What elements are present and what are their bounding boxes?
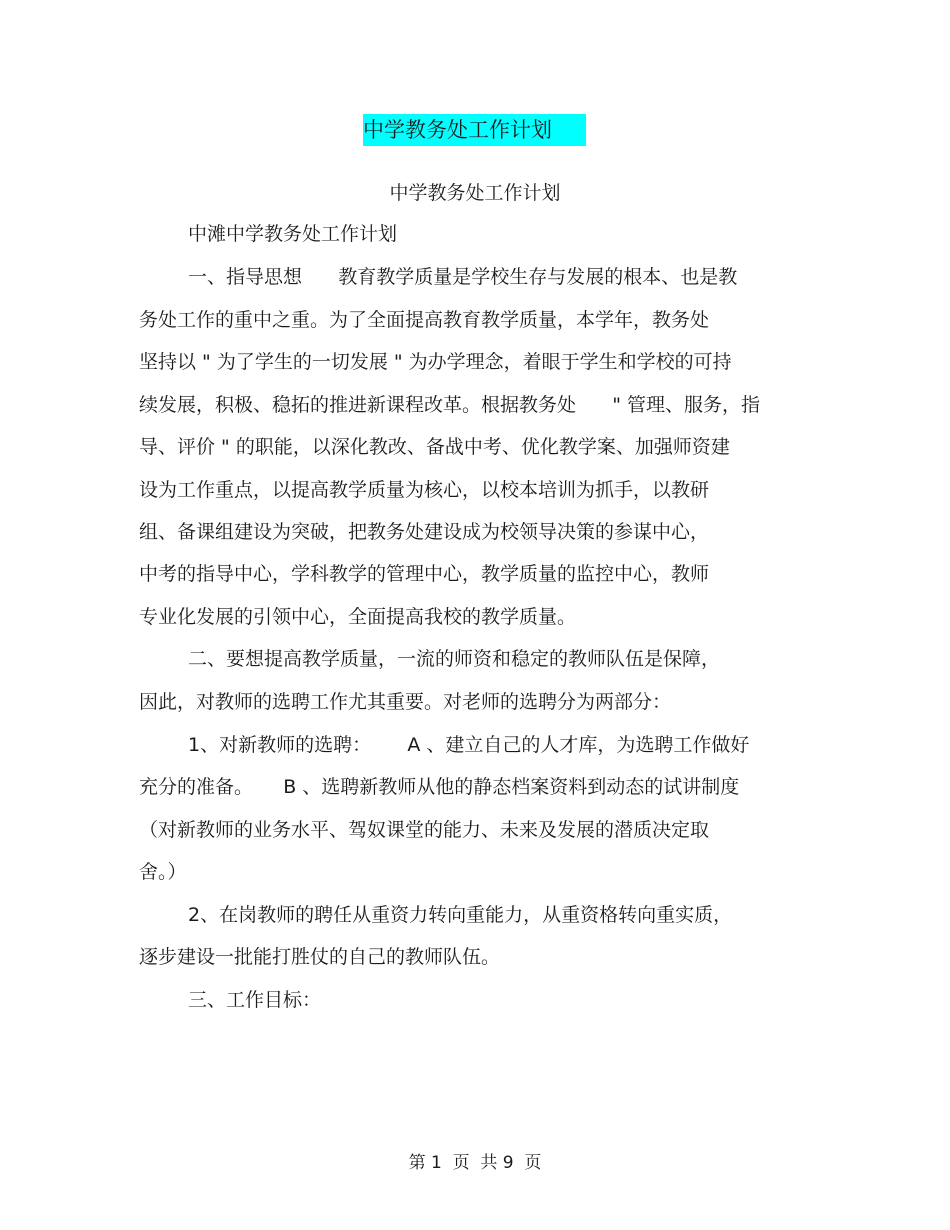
paragraph-line: （对新教师的业务水平、驾奴课堂的能力、未来及发展的潜质决定取 <box>139 819 710 841</box>
paragraph-line: 设为工作重点，以提高教学质量为核心，以校本培训为抓手，以教研 <box>139 479 710 501</box>
paragraph-line: 组、备课组建设为突破，把教务处建设成为校领导决策的参谋中心， <box>139 521 710 543</box>
paragraph-line: 务处工作的重中之重。为了全面提高教育教学质量，本学年，教务处 <box>139 309 710 331</box>
paragraph-line: 因此，对教师的选聘工作尤其重要。对老师的选聘分为两部分： <box>139 691 672 713</box>
page-number-footer: 第 1 页 共 9 页 <box>408 1153 542 1173</box>
paragraph-line: 坚持以 " 为了学生的一切发展 " 为办学理念，着眼于学生和学校的可持 <box>139 351 732 373</box>
document-subtitle: 中学教务处工作计划 <box>389 182 561 204</box>
paragraph-line: 逐步建设一批能打胜仗的自己的教师队伍。 <box>139 946 501 968</box>
paragraph-line: 2、在岗教师的聘任从重资力转向重能力，从重资格转向重实质， <box>188 904 733 926</box>
paragraph-line: 舍。） <box>139 861 187 883</box>
paragraph-line: 导、评价 " 的职能，以深化教改、备战中考、优化教学案、加强师资建 <box>139 436 730 458</box>
paragraph-line: 一、指导思想 教育教学质量是学校生存与发展的根本、也是教 <box>188 266 738 288</box>
paragraph-line: 二、要想提高教学质量，一流的师资和稳定的教师队伍是保障， <box>188 648 721 670</box>
paragraph-line: 1、对新教师的选聘： A 、建立自己的人才库，为选聘工作做好 <box>188 734 750 756</box>
highlighted-document-title: 中学教务处工作计划 <box>363 114 586 146</box>
section-heading-line: 三、工作目标： <box>188 989 322 1011</box>
paragraph-line: 续发展，积极、稳拓的推进新课程改革。根据教务处 " 管理、服务，指 <box>139 394 761 416</box>
document-heading-line: 中滩中学教务处工作计划 <box>188 223 398 245</box>
paragraph-line: 专业化发展的引领中心，全面提高我校的教学质量。 <box>139 606 577 628</box>
paragraph-line: 中考的指导中心，学科教学的管理中心，教学质量的监控中心，教师 <box>139 563 710 585</box>
paragraph-line: 充分的准备。 B 、选聘新教师从他的静态档案资料到动态的试讲制度 <box>139 776 740 798</box>
